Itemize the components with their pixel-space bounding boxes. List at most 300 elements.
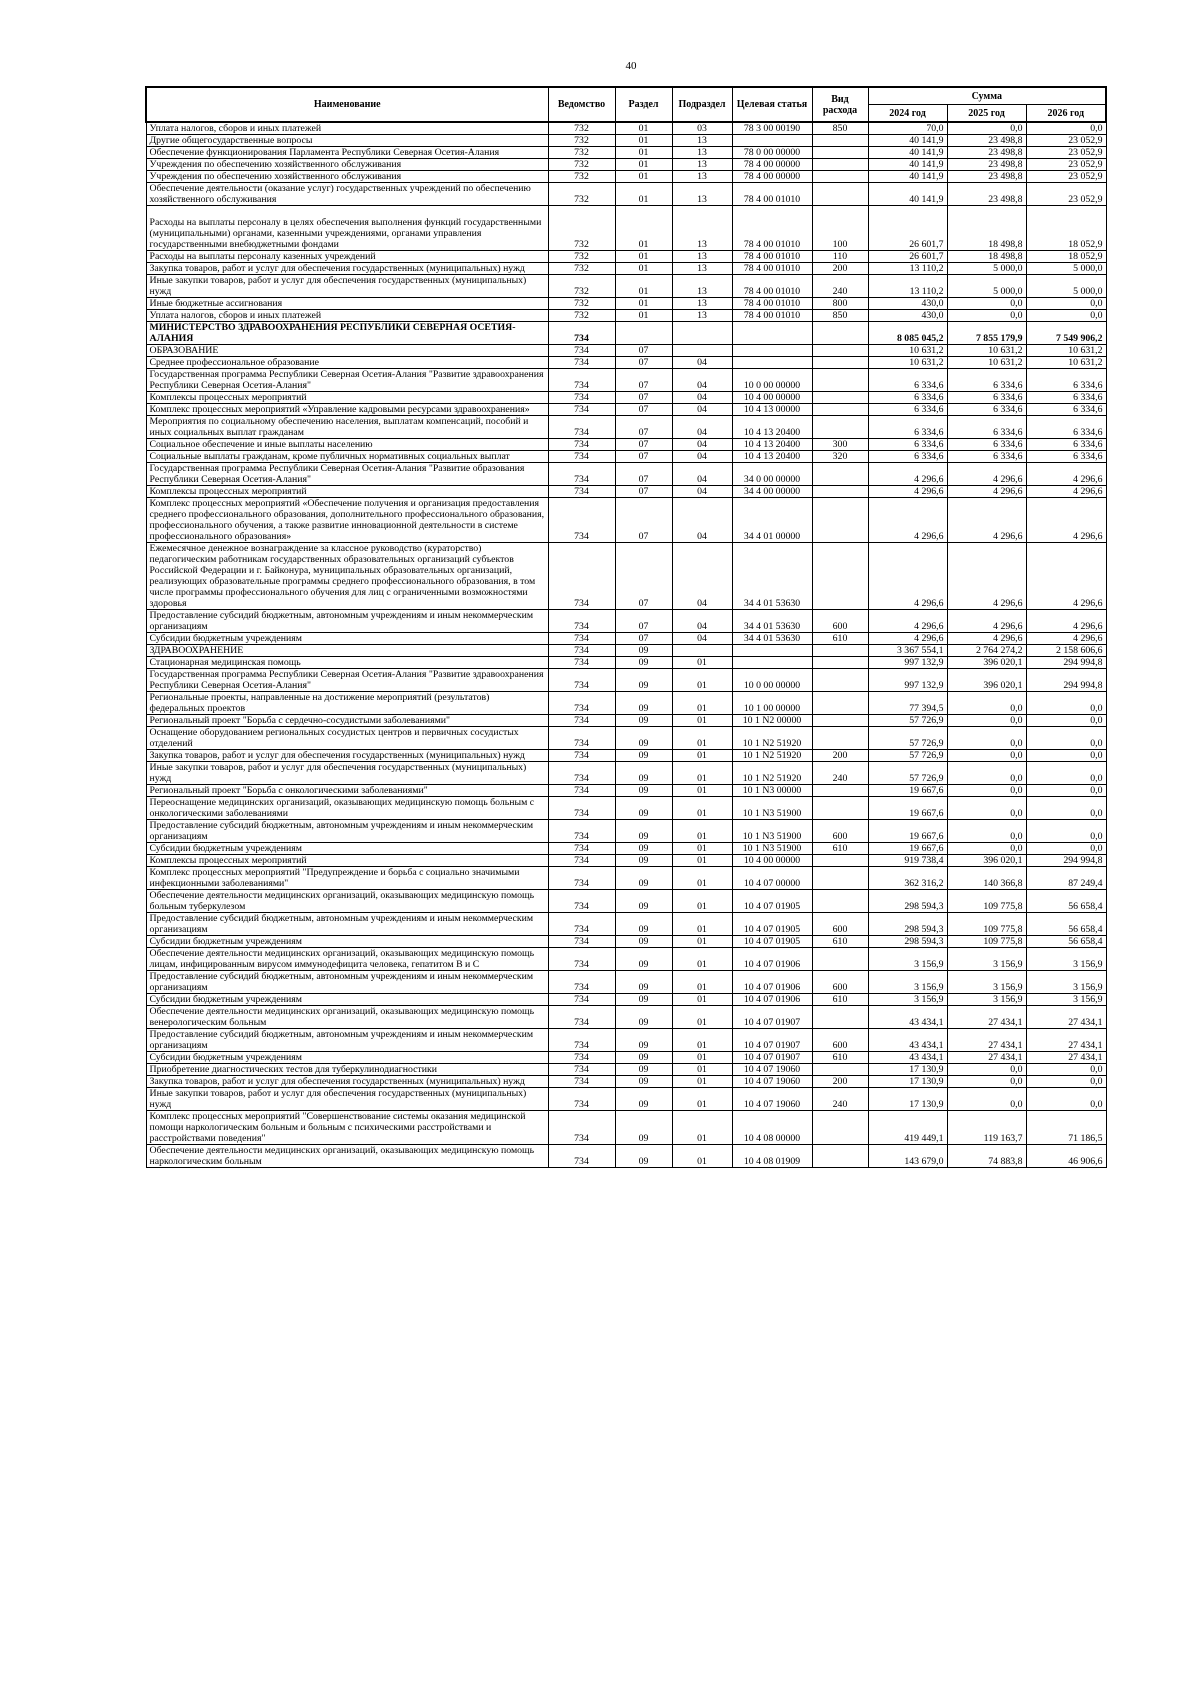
table-row	[146, 1006, 1106, 1029]
cell-subsection: 04	[672, 610, 732, 633]
cell-target: 10 4 07 19060	[732, 1088, 812, 1111]
cell-2024: 6 334,6	[868, 439, 947, 451]
cell-target: 78 4 00 01010	[732, 310, 812, 322]
cell-target: 10 1 N3 51900	[732, 820, 812, 843]
cell-dept: 734	[548, 1088, 615, 1111]
cell-subsection: 04	[672, 357, 732, 369]
cell-target	[732, 357, 812, 369]
cell-target: 10 4 07 19060	[732, 1064, 812, 1076]
cell-subsection: 01	[672, 669, 732, 692]
cell-2024: 919 738,4	[868, 855, 947, 867]
table-row	[146, 1029, 1106, 1052]
cell-subsection: 04	[672, 498, 732, 543]
table-row	[146, 486, 1106, 498]
cell-section: 09	[615, 785, 672, 797]
cell-subsection: 01	[672, 1029, 732, 1052]
cell-section: 09	[615, 855, 672, 867]
header-target: Целевая статья	[732, 87, 812, 122]
cell-2025: 23 498,8	[947, 171, 1026, 183]
cell-section: 01	[615, 275, 672, 298]
cell-section: 01	[615, 135, 672, 147]
cell-2025: 18 498,8	[947, 206, 1026, 251]
cell-2026: 3 156,9	[1026, 994, 1106, 1006]
cell-subsection: 04	[672, 416, 732, 439]
cell-dept: 732	[548, 298, 615, 310]
cell-kind: 100	[812, 206, 868, 251]
cell-dept: 734	[548, 486, 615, 498]
cell-name: Обеспечение деятельности медицинских организаций, оказывающих медицинскую помощь лицам, инфицированным вирусом иммунодефицита человека, гепатитом В и С	[146, 948, 548, 971]
cell-section: 09	[615, 913, 672, 936]
table-row	[146, 263, 1106, 275]
cell-name: Оснащение оборудованием региональных сосудистых центров и первичных сосудистых отделений	[146, 727, 548, 750]
cell-2025: 27 434,1	[947, 1052, 1026, 1064]
cell-section: 07	[615, 498, 672, 543]
cell-2025: 119 163,7	[947, 1111, 1026, 1145]
cell-subsection: 01	[672, 936, 732, 948]
cell-2024: 19 667,6	[868, 797, 947, 820]
cell-name: Субсидии бюджетным учреждениям	[146, 994, 548, 1006]
cell-kind: 600	[812, 913, 868, 936]
cell-2026: 0,0	[1026, 122, 1106, 135]
cell-2024: 4 296,6	[868, 498, 947, 543]
cell-2025: 4 296,6	[947, 498, 1026, 543]
cell-dept: 734	[548, 948, 615, 971]
cell-target: 10 1 N2 00000	[732, 715, 812, 727]
header-section: Раздел	[615, 87, 672, 122]
table-row	[146, 994, 1106, 1006]
cell-2024: 13 110,2	[868, 275, 947, 298]
cell-target: 10 4 07 01905	[732, 890, 812, 913]
cell-2024: 19 667,6	[868, 785, 947, 797]
cell-target: 78 4 00 01010	[732, 206, 812, 251]
cell-target: 34 4 01 53630	[732, 633, 812, 645]
cell-dept: 734	[548, 867, 615, 890]
cell-2026: 4 296,6	[1026, 486, 1106, 498]
cell-2026: 27 434,1	[1026, 1006, 1106, 1029]
cell-2025: 140 366,8	[947, 867, 1026, 890]
cell-2025: 6 334,6	[947, 451, 1026, 463]
cell-2024: 4 296,6	[868, 486, 947, 498]
cell-kind: 200	[812, 263, 868, 275]
cell-target: 10 4 07 19060	[732, 1076, 812, 1088]
cell-name: Комплекс процессных мероприятий «Управление кадровыми ресурсами здравоохранения»	[146, 404, 548, 416]
cell-section: 09	[615, 1006, 672, 1029]
cell-2025: 0,0	[947, 715, 1026, 727]
cell-subsection: 13	[672, 263, 732, 275]
cell-name: Ежемесячное денежное вознаграждение за классное руководство (кураторство) педагогическим работникам государственных образовательных организаций субъектов Российской Федерации и г. Байконура, муниципальных образовательных организаций, реализующих образовательные программы среднего профессионального образования, в том числе программы профессионального обучения для лиц с ограниченными возможностями здоровья	[146, 543, 548, 610]
header-dept: Ведомство	[548, 87, 615, 122]
table-row	[146, 357, 1106, 369]
cell-section: 09	[615, 1064, 672, 1076]
cell-dept: 734	[548, 692, 615, 715]
cell-target: 10 4 08 00000	[732, 1111, 812, 1145]
cell-kind: 610	[812, 1052, 868, 1064]
table-body	[146, 122, 1106, 1168]
cell-section: 09	[615, 971, 672, 994]
cell-name: Субсидии бюджетным учреждениям	[146, 936, 548, 948]
cell-2026: 294 994,8	[1026, 855, 1106, 867]
cell-2024: 17 130,9	[868, 1088, 947, 1111]
cell-2025: 0,0	[947, 310, 1026, 322]
cell-name: Социальное обеспечение и иные выплаты населению	[146, 439, 548, 451]
cell-kind	[812, 392, 868, 404]
cell-2025: 23 498,8	[947, 135, 1026, 147]
cell-kind: 240	[812, 1088, 868, 1111]
header-subsection: Подраздел	[672, 87, 732, 122]
cell-dept: 732	[548, 135, 615, 147]
cell-section: 07	[615, 463, 672, 486]
header-kind: Вид расхода	[812, 87, 868, 122]
cell-dept: 734	[548, 498, 615, 543]
cell-subsection: 01	[672, 750, 732, 762]
cell-name: Закупка товаров, работ и услуг для обеспечения государственных (муниципальных) нужд	[146, 1076, 548, 1088]
cell-name: Иные бюджетные ассигнования	[146, 298, 548, 310]
cell-2025: 6 334,6	[947, 369, 1026, 392]
cell-subsection: 01	[672, 797, 732, 820]
table-row	[146, 463, 1106, 486]
table-row	[146, 1088, 1106, 1111]
cell-dept: 734	[548, 890, 615, 913]
cell-2025: 10 631,2	[947, 345, 1026, 357]
cell-2024: 8 085 045,2	[868, 322, 947, 345]
cell-2026: 294 994,8	[1026, 657, 1106, 669]
cell-subsection: 13	[672, 298, 732, 310]
cell-subsection	[672, 345, 732, 357]
cell-section: 01	[615, 310, 672, 322]
cell-kind	[812, 867, 868, 890]
cell-target: 10 4 07 01905	[732, 913, 812, 936]
cell-section: 09	[615, 948, 672, 971]
cell-kind: 200	[812, 750, 868, 762]
cell-kind	[812, 657, 868, 669]
table-row	[146, 1111, 1106, 1145]
cell-kind: 610	[812, 633, 868, 645]
cell-subsection: 13	[672, 251, 732, 263]
cell-subsection: 13	[672, 135, 732, 147]
cell-kind	[812, 416, 868, 439]
cell-section: 09	[615, 820, 672, 843]
table-row	[146, 275, 1106, 298]
cell-subsection: 01	[672, 692, 732, 715]
cell-target: 10 4 13 00000	[732, 404, 812, 416]
cell-2026: 3 156,9	[1026, 971, 1106, 994]
cell-2026: 10 631,2	[1026, 357, 1106, 369]
cell-name: Обеспечение деятельности (оказание услуг) государственных учреждений по обеспечению хозяйственного обслуживания	[146, 183, 548, 206]
cell-2026: 0,0	[1026, 310, 1106, 322]
cell-section: 09	[615, 727, 672, 750]
cell-target: 10 4 07 01907	[732, 1029, 812, 1052]
cell-2025: 74 883,8	[947, 1145, 1026, 1168]
cell-section: 01	[615, 183, 672, 206]
cell-kind	[812, 1006, 868, 1029]
cell-2024: 26 601,7	[868, 251, 947, 263]
cell-section: 09	[615, 867, 672, 890]
table-row	[146, 251, 1106, 263]
cell-2025: 0,0	[947, 298, 1026, 310]
cell-target: 78 4 00 01010	[732, 263, 812, 275]
cell-2025: 0,0	[947, 1076, 1026, 1088]
cell-2026: 6 334,6	[1026, 439, 1106, 451]
table-row	[146, 633, 1106, 645]
cell-2026: 0,0	[1026, 843, 1106, 855]
cell-name: Субсидии бюджетным учреждениям	[146, 843, 548, 855]
cell-name: Социальные выплаты гражданам, кроме публичных нормативных социальных выплат	[146, 451, 548, 463]
cell-target: 10 4 00 00000	[732, 392, 812, 404]
cell-2024: 3 156,9	[868, 948, 947, 971]
cell-name: Комплексы процессных мероприятий	[146, 855, 548, 867]
cell-name: Расходы на выплаты персоналу в целях обеспечения выполнения функций государственными (муниципальными) органами, казенными учреждениями, органами управления государственными внебюджетными фондами	[146, 206, 548, 251]
cell-2026: 0,0	[1026, 727, 1106, 750]
cell-subsection: 04	[672, 369, 732, 392]
cell-2025: 0,0	[947, 820, 1026, 843]
cell-section: 01	[615, 147, 672, 159]
table-row	[146, 543, 1106, 610]
cell-2026: 0,0	[1026, 1064, 1106, 1076]
cell-subsection: 01	[672, 1064, 732, 1076]
cell-target: 34 0 00 00000	[732, 463, 812, 486]
cell-2026: 0,0	[1026, 797, 1106, 820]
table-row	[146, 122, 1106, 135]
cell-target: 34 4 01 53630	[732, 543, 812, 610]
table-row	[146, 183, 1106, 206]
cell-target: 10 1 N3 00000	[732, 785, 812, 797]
cell-name: Субсидии бюджетным учреждениям	[146, 1052, 548, 1064]
cell-kind: 850	[812, 122, 868, 135]
cell-2026: 23 052,9	[1026, 171, 1106, 183]
cell-kind: 600	[812, 1029, 868, 1052]
cell-target: 10 4 07 01906	[732, 971, 812, 994]
cell-dept: 732	[548, 171, 615, 183]
table-row	[146, 171, 1106, 183]
cell-target: 78 4 00 01010	[732, 298, 812, 310]
cell-dept: 734	[548, 913, 615, 936]
cell-name: ОБРАЗОВАНИЕ	[146, 345, 548, 357]
cell-section: 09	[615, 843, 672, 855]
cell-2025: 0,0	[947, 122, 1026, 135]
cell-target: 78 4 00 01010	[732, 251, 812, 263]
cell-name: Субсидии бюджетным учреждениям	[146, 633, 548, 645]
cell-kind: 610	[812, 994, 868, 1006]
cell-dept: 734	[548, 392, 615, 404]
cell-2026: 18 052,9	[1026, 251, 1106, 263]
cell-subsection: 04	[672, 543, 732, 610]
cell-target: 10 0 00 00000	[732, 669, 812, 692]
cell-target: 78 3 00 00190	[732, 122, 812, 135]
cell-subsection: 13	[672, 159, 732, 171]
cell-target: 10 4 13 20400	[732, 451, 812, 463]
cell-2025: 2 764 274,2	[947, 645, 1026, 657]
cell-section: 09	[615, 994, 672, 1006]
cell-target: 34 4 00 00000	[732, 486, 812, 498]
cell-subsection: 01	[672, 727, 732, 750]
cell-subsection: 01	[672, 971, 732, 994]
cell-2024: 43 434,1	[868, 1006, 947, 1029]
cell-2026: 0,0	[1026, 820, 1106, 843]
cell-2024: 3 156,9	[868, 994, 947, 1006]
cell-2024: 997 132,9	[868, 657, 947, 669]
cell-2026: 56 658,4	[1026, 890, 1106, 913]
cell-2024: 10 631,2	[868, 357, 947, 369]
table-header	[146, 87, 1106, 122]
cell-subsection	[672, 322, 732, 345]
cell-dept: 732	[548, 147, 615, 159]
cell-2026: 0,0	[1026, 1076, 1106, 1088]
cell-dept: 734	[548, 750, 615, 762]
cell-section	[615, 322, 672, 345]
cell-name: Государственная программа Республики Северная Осетия-Алания "Развитие здравоохранения Республики Северная Осетия-Алания"	[146, 669, 548, 692]
table-row	[146, 322, 1106, 345]
cell-dept: 734	[548, 404, 615, 416]
cell-2025: 6 334,6	[947, 392, 1026, 404]
cell-section: 07	[615, 439, 672, 451]
cell-dept: 734	[548, 657, 615, 669]
cell-name: Расходы на выплаты персоналу казенных учреждений	[146, 251, 548, 263]
table-row	[146, 727, 1106, 750]
cell-dept: 732	[548, 310, 615, 322]
cell-2024: 997 132,9	[868, 669, 947, 692]
cell-section: 01	[615, 171, 672, 183]
table-row	[146, 147, 1106, 159]
cell-kind	[812, 183, 868, 206]
cell-target: 10 4 07 01906	[732, 948, 812, 971]
table-row	[146, 715, 1106, 727]
cell-2025: 109 775,8	[947, 913, 1026, 936]
table-row	[146, 404, 1106, 416]
cell-subsection: 01	[672, 843, 732, 855]
cell-dept: 734	[548, 797, 615, 820]
cell-2024: 17 130,9	[868, 1064, 947, 1076]
cell-2024: 40 141,9	[868, 135, 947, 147]
table-row	[146, 657, 1106, 669]
cell-kind: 800	[812, 298, 868, 310]
table-row	[146, 948, 1106, 971]
cell-dept: 734	[548, 994, 615, 1006]
cell-section: 07	[615, 357, 672, 369]
cell-2025: 396 020,1	[947, 669, 1026, 692]
cell-2024: 57 726,9	[868, 762, 947, 785]
cell-section: 07	[615, 633, 672, 645]
cell-subsection: 01	[672, 785, 732, 797]
cell-target: 10 4 07 01906	[732, 994, 812, 1006]
cell-2026: 27 434,1	[1026, 1029, 1106, 1052]
cell-kind	[812, 369, 868, 392]
cell-2024: 6 334,6	[868, 451, 947, 463]
cell-name: Государственная программа Республики Северная Осетия-Алания "Развитие образования Республики Северная Осетия-Алания"	[146, 463, 548, 486]
cell-section: 09	[615, 645, 672, 657]
cell-subsection: 01	[672, 1076, 732, 1088]
cell-2026: 4 296,6	[1026, 610, 1106, 633]
cell-kind	[812, 357, 868, 369]
cell-2026: 0,0	[1026, 1088, 1106, 1111]
cell-2024: 3 367 554,1	[868, 645, 947, 657]
cell-target: 10 4 07 00000	[732, 867, 812, 890]
cell-name: Региональный проект "Борьба с онкологическими заболеваниями"	[146, 785, 548, 797]
cell-kind	[812, 171, 868, 183]
cell-kind: 110	[812, 251, 868, 263]
cell-dept: 732	[548, 251, 615, 263]
cell-name: Предоставление субсидий бюджетным, автономным учреждениям и иным некоммерческим организациям	[146, 1029, 548, 1052]
cell-2025: 6 334,6	[947, 439, 1026, 451]
cell-dept: 734	[548, 1064, 615, 1076]
cell-2024: 19 667,6	[868, 820, 947, 843]
table-row	[146, 692, 1106, 715]
cell-2025: 23 498,8	[947, 183, 1026, 206]
cell-section: 09	[615, 1052, 672, 1064]
cell-2024: 70,0	[868, 122, 947, 135]
cell-kind	[812, 692, 868, 715]
table-row	[146, 890, 1106, 913]
cell-2025: 4 296,6	[947, 543, 1026, 610]
cell-2025: 0,0	[947, 750, 1026, 762]
cell-section: 09	[615, 1088, 672, 1111]
cell-name: Комплексы процессных мероприятий	[146, 486, 548, 498]
cell-name: Стационарная медицинская помощь	[146, 657, 548, 669]
table-row	[146, 843, 1106, 855]
cell-2025: 5 000,0	[947, 263, 1026, 275]
cell-2024: 40 141,9	[868, 159, 947, 171]
cell-2025: 7 855 179,9	[947, 322, 1026, 345]
cell-2024: 4 296,6	[868, 610, 947, 633]
cell-dept: 734	[548, 439, 615, 451]
cell-dept: 734	[548, 357, 615, 369]
cell-kind	[812, 727, 868, 750]
cell-subsection: 01	[672, 890, 732, 913]
cell-2026: 6 334,6	[1026, 369, 1106, 392]
cell-dept: 732	[548, 183, 615, 206]
cell-subsection: 01	[672, 657, 732, 669]
cell-2024: 6 334,6	[868, 416, 947, 439]
cell-target: 10 1 N2 51920	[732, 727, 812, 750]
cell-2026: 6 334,6	[1026, 404, 1106, 416]
cell-name: Иные закупки товаров, работ и услуг для обеспечения государственных (муниципальных) нужд	[146, 762, 548, 785]
cell-name: Предоставление субсидий бюджетным, автономным учреждениям и иным некоммерческим организациям	[146, 820, 548, 843]
cell-kind	[812, 1111, 868, 1145]
cell-section: 09	[615, 762, 672, 785]
cell-2025: 4 296,6	[947, 633, 1026, 645]
cell-section: 09	[615, 1029, 672, 1052]
table-row	[146, 645, 1106, 657]
cell-2025: 0,0	[947, 727, 1026, 750]
table-row	[146, 439, 1106, 451]
cell-subsection: 01	[672, 1052, 732, 1064]
cell-2026: 0,0	[1026, 715, 1106, 727]
cell-name: Обеспечение деятельности медицинских организаций, оказывающих медицинскую помощь венерологическим больным	[146, 1006, 548, 1029]
cell-kind	[812, 543, 868, 610]
cell-target: 78 4 00 01010	[732, 183, 812, 206]
cell-2026: 0,0	[1026, 750, 1106, 762]
table-row	[146, 298, 1106, 310]
cell-kind	[812, 322, 868, 345]
cell-target: 10 1 N2 51920	[732, 750, 812, 762]
cell-name: Учреждения по обеспечению хозяйственного обслуживания	[146, 159, 548, 171]
cell-2024: 57 726,9	[868, 715, 947, 727]
cell-name: Приобретение диагностических тестов для туберкулинодиагностики	[146, 1064, 548, 1076]
cell-subsection: 01	[672, 913, 732, 936]
cell-name: Комплекс процессных мероприятий «Обеспечение получения и организация предоставления среднего профессионального образования, дополнительного профессионального образования, профессионального обучения, а также развитие инновационной деятельности в системе профессионального образования»	[146, 498, 548, 543]
table-row	[146, 345, 1106, 357]
table-row	[146, 1052, 1106, 1064]
table-row	[146, 416, 1106, 439]
cell-name: Закупка товаров, работ и услуг для обеспечения государственных (муниципальных) нужд	[146, 750, 548, 762]
table-row	[146, 867, 1106, 890]
table-row	[146, 762, 1106, 785]
cell-subsection: 04	[672, 486, 732, 498]
cell-2025: 4 296,6	[947, 610, 1026, 633]
cell-dept: 734	[548, 727, 615, 750]
cell-dept: 732	[548, 275, 615, 298]
cell-2026: 6 334,6	[1026, 416, 1106, 439]
cell-subsection: 04	[672, 392, 732, 404]
